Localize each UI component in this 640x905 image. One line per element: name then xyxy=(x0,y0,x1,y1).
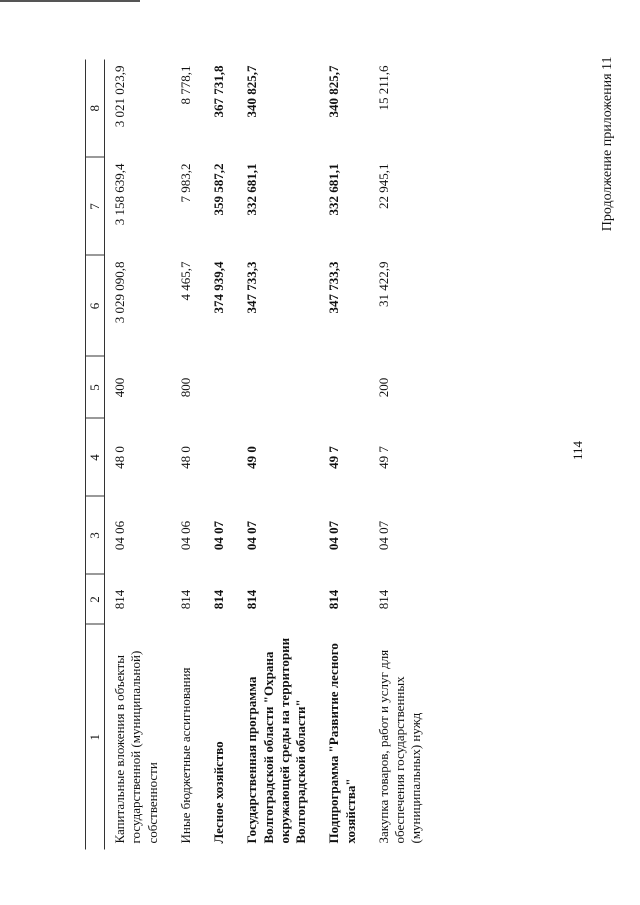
row-name: Лесное хозяйство xyxy=(211,741,226,844)
header-cell: 3 xyxy=(86,497,105,575)
cell-target: 48 0 xyxy=(177,446,193,469)
cell-type xyxy=(319,357,369,419)
table-row xyxy=(237,60,319,850)
row-name: Государственная программа Волгоградской области "Охрана окружающей среды на территории Волгоградской области" xyxy=(244,637,308,844)
cell-code: 814 xyxy=(112,589,127,610)
cell-amount-7: 332 681,1 xyxy=(326,163,342,216)
cell-amount-8: 340 825,7 xyxy=(244,65,260,118)
cell-target: 48 0 xyxy=(112,446,127,469)
cell-section: 04 07 xyxy=(244,520,260,551)
cell-amount-8: 15 211,6 xyxy=(375,65,391,111)
cell-section: 04 07 xyxy=(375,520,391,551)
header-cell: 5 xyxy=(86,357,105,419)
cell-amount-6: 3 029 090,8 xyxy=(112,261,127,324)
cell-amount-8: 367 731,8 xyxy=(211,65,226,118)
cell-type xyxy=(204,357,237,419)
cell-code: 814 xyxy=(211,589,226,610)
cell-code: 814 xyxy=(244,589,260,610)
cell-type: 400 xyxy=(112,377,127,398)
cell-code: 814 xyxy=(177,589,193,610)
header-cell: 6 xyxy=(86,256,105,357)
cell-amount-6: 347 733,3 xyxy=(244,261,260,314)
row-name: Капитальные вложения в объекты государственной (муниципальной) собственности xyxy=(112,650,160,844)
header-cell: 4 xyxy=(86,419,105,497)
header-cell: 8 xyxy=(86,60,105,158)
cell-section: 04 07 xyxy=(326,520,342,551)
cell-code: 814 xyxy=(375,589,391,610)
cell-type: 200 xyxy=(375,377,391,398)
table-row xyxy=(171,60,204,850)
appendix-caption: Продолжение приложения 11 xyxy=(600,56,615,232)
cell-amount-6: 31 422,9 xyxy=(375,261,391,307)
cell-section: 04 06 xyxy=(177,520,193,551)
cell-amount-7: 3 158 639,4 xyxy=(112,163,127,226)
cell-amount-8: 3 021 023,9 xyxy=(112,65,127,128)
cell-target xyxy=(204,419,237,497)
table-row xyxy=(105,60,171,850)
table-row xyxy=(319,60,369,850)
header-cell: 7 xyxy=(86,158,105,256)
row-name: Подпрограмма "Развитие лесного хозяйства" xyxy=(326,643,358,844)
cell-amount-6: 4 465,7 xyxy=(177,261,193,301)
cell-section: 04 06 xyxy=(112,520,127,551)
cell-section: 04 07 xyxy=(211,520,226,551)
cell-amount-7: 359 587,2 xyxy=(211,163,226,216)
header-row xyxy=(86,60,105,850)
page-number: 114 xyxy=(570,440,585,461)
cell-amount-7: 332 681,1 xyxy=(244,163,260,216)
cell-amount-8: 8 778,1 xyxy=(177,65,193,105)
cell-target: 49 7 xyxy=(326,446,342,469)
cell-amount-8: 340 825,7 xyxy=(326,65,342,118)
cell-type xyxy=(237,357,319,419)
header-cell: 2 xyxy=(86,575,105,625)
header-cell: 1 xyxy=(86,625,105,850)
table-row xyxy=(204,60,237,850)
cell-amount-6: 374 939,4 xyxy=(211,261,226,314)
row-name: Закупка товаров, работ и услуг для обеспечения государственных (муниципальных) нужд xyxy=(375,649,424,844)
cell-amount-6: 347 733,3 xyxy=(326,261,342,314)
table-row xyxy=(369,60,435,850)
row-name: Иные бюджетные ассигнования xyxy=(177,667,193,844)
cell-amount-7: 7 983,2 xyxy=(177,163,193,203)
cell-amount-7: 22 945,1 xyxy=(375,163,391,209)
cell-type: 800 xyxy=(177,377,193,398)
budget-table xyxy=(85,60,435,850)
cell-target: 49 0 xyxy=(244,446,260,469)
cell-code: 814 xyxy=(326,589,342,610)
cell-target: 49 7 xyxy=(375,446,391,469)
